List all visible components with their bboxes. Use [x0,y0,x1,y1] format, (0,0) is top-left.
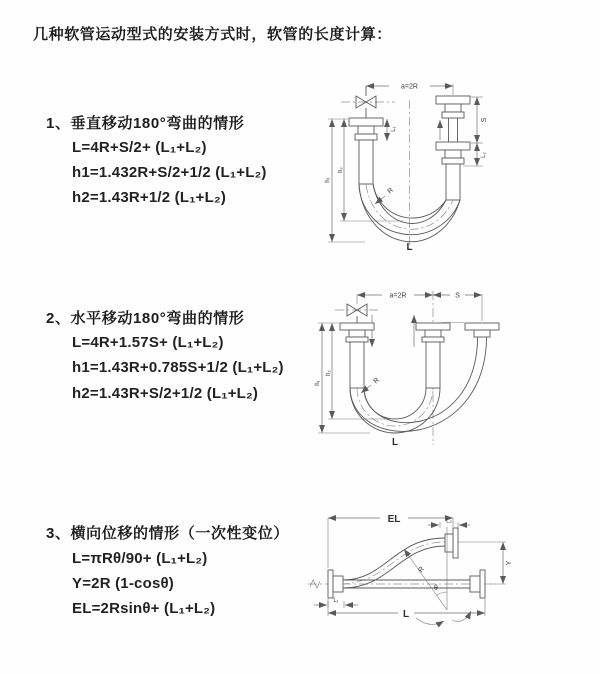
radius-callout [375,187,395,204]
dim-label-span: a=2R [389,292,407,300]
section-3-heading: 3、横向位移的情形（一次性变位） [46,525,289,542]
left-flange-assembly [328,570,343,598]
right-flange-assembly-upper [436,96,470,142]
right-flange-assembly [465,323,499,341]
dim-label-stroke-s: S [481,117,488,123]
left-flange-assembly [349,118,383,184]
section-3-formula-EL: EL=2Rsinθ+ (L₁+L₂) [72,600,216,617]
section-2-formula-L: L=4R+1.57S+ (L₁+L₂) [72,334,224,351]
rotation-arrow [452,611,471,621]
section-1-formula-h1: h1=1.432R+S/2+1/2 (L₁+L₂) [72,164,267,181]
diagram-vertical-180-bend [315,72,530,257]
diagram-horizontal-180-bend [310,283,600,455]
section-3-formula-Y: Y=2R (1-cosθ) [72,575,174,592]
section-2-formula-h1: h1=1.43R+0.785S+1/2 (L₁+L₂) [72,359,284,376]
section-1-heading: 1、垂直移动180°弯曲的情形 [46,115,245,132]
braided-hose-section [426,342,440,388]
dim-label-l1: L₁ [391,126,397,132]
right-flange-assembly-lower [436,142,470,200]
dim-label-theta: θ [434,585,438,592]
dim-label-radius: R [372,376,381,386]
dimension-lines [315,293,482,434]
dim-label-span: a=2R [401,83,418,91]
diagram-lateral-displacement [300,498,600,648]
dim-label-length: L [402,609,410,620]
dim-label-h2: h₂ [338,167,344,173]
page-title: 几种软管运动型式的安装方式时，软管的长度计算： [33,26,392,43]
dim-label-stroke-s: S [455,292,460,300]
section-2-heading: 2、水平移动180°弯曲的情形 [46,310,245,327]
ghost-right-flange-assembly [470,570,485,598]
dim-label-length: L [406,242,413,253]
section-1-formula-L: L=4R+S/2+ (L₁+L₂) [72,139,207,156]
braided-hose-section [446,164,460,200]
angle-construction [404,527,471,624]
left-flange-assembly [340,323,374,388]
dimension-lines [314,514,513,620]
dim-label-h1: h₁ [325,177,331,183]
middle-flange-assembly [416,323,450,388]
dim-label-l2: L₂ [446,518,452,525]
braided-hose-section [359,140,373,184]
section-2-formula-h2: h2=1.43R+S/2+1/2 (L₁+L₂) [72,385,259,402]
section-3-formula-L: L=πRθ/90+ (L₁+L₂) [72,550,208,567]
dim-label-y: Y [506,560,513,566]
dim-label-el: EL [387,514,401,525]
section-1-formula-h2: h2=1.43R+1/2 (L₁+L₂) [72,189,227,206]
rotation-arrow [416,618,444,624]
dim-label-radius: R [417,565,427,575]
dim-label-length: L [391,437,399,448]
valve-icon [347,304,367,323]
dim-label-l1: L₁ [333,598,339,604]
dim-label-l2: L₂ [481,152,487,158]
dim-label-h2: h₂ [326,370,332,376]
braided-hose-section [350,342,364,388]
dim-label-radius: R [386,186,395,196]
break-symbol [310,580,320,588]
dim-label-h1: h₁ [315,380,321,386]
